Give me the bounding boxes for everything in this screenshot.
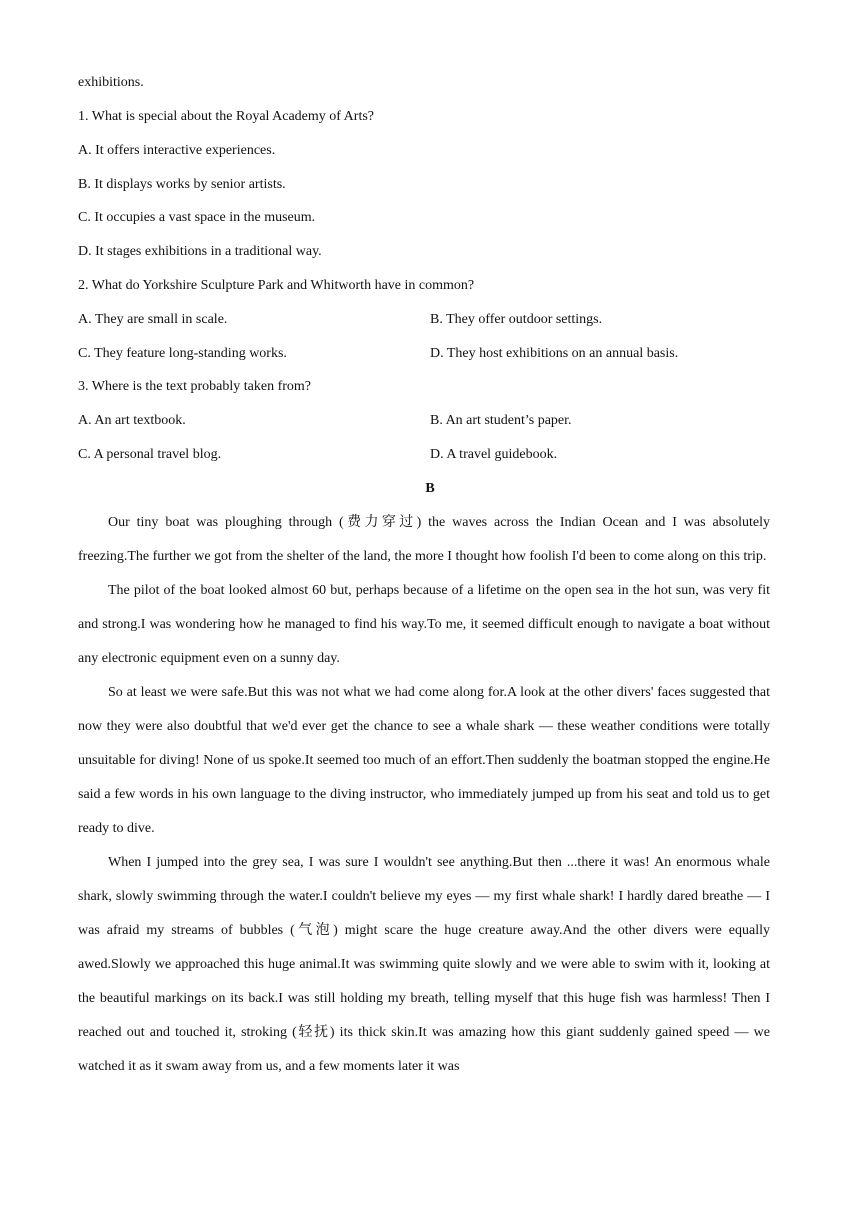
q3-option-a: A. An art textbook. <box>78 413 186 428</box>
continued-text: exhibitions. <box>78 75 144 90</box>
paragraph-4: When I jumped into the grey sea, I was sure I wouldn't see anything.But then ...there it was! An enormous whale shark, slowly swimming through the water.I couldn't believe my eyes — my first whale shark! I hardly dared breathe — I was afraid my streams of bubbles (气泡) might scare the huge creature away.And the other divers were equally awed.Slowly we approached this huge animal.It was swimming quite slowly and we were able to swim with it, looking at the beautiful markings on its back.I was still holding my breath, telling myself that this huge fish was harmless! Then I reached out and touched it, stroking (轻抚) its thick skin.It was amazing how this giant suddenly gained speed — we watched it as it swam away from us, and a few moments later it was <box>78 855 770 1074</box>
paragraph-3: So at least we were safe.But this was not what we had come along for.A look at the other divers' faces suggested that now they were also doubtful that we'd ever get the chance to see a whale shark — these weather conditions were totally unsuitable for diving! None of us spoke.It seemed too much of an effort.Then suddenly the boatman stopped the engine.He said a few words in his own language to the diving instructor, who immediately jumped up from his seat and told us to get ready to dive. <box>78 685 770 836</box>
paragraph-2: The pilot of the boat looked almost 60 but, perhaps because of a lifetime on the open sea in the hot sun, was very fit and strong.I was wondering how he managed to find his way.To me, it seemed difficult enough to navigate a boat without any electronic equipment even on a sunny day. <box>78 583 770 666</box>
paragraph-1: Our tiny boat was ploughing through (费力穿过) the waves across the Indian Ocean and I was absolutely freezing.The further we got from the shelter of the land, the more I thought how foolish I'd been to come along on this trip. <box>78 515 770 564</box>
q3-option-c: C. A personal travel blog. <box>78 447 222 462</box>
q2-option-d: D. They host exhibitions on an annual basis. <box>430 346 679 361</box>
q1-option-a: A. It offers interactive experiences. <box>78 143 276 158</box>
q2-option-a: A. They are small in scale. <box>78 312 228 327</box>
passage-body <box>78 506 770 1084</box>
q1-option-c: C. It occupies a vast space in the museum. <box>78 210 316 225</box>
q2-option-b: B. They offer outdoor settings. <box>430 312 603 327</box>
section-heading: B <box>425 481 435 496</box>
question-1: 1. What is special about the Royal Academy of Arts? <box>78 109 375 124</box>
question-3: 3. Where is the text probably taken from? <box>78 379 311 394</box>
q3-option-d: D. A travel guidebook. <box>430 447 558 462</box>
q1-option-b: B. It displays works by senior artists. <box>78 177 286 192</box>
q3-option-b: B. An art student’s paper. <box>430 413 572 428</box>
q1-option-d: D. It stages exhibitions in a traditional way. <box>78 244 322 259</box>
q2-option-c: C. They feature long-standing works. <box>78 346 287 361</box>
question-2: 2. What do Yorkshire Sculpture Park and Whitworth have in common? <box>78 278 475 293</box>
